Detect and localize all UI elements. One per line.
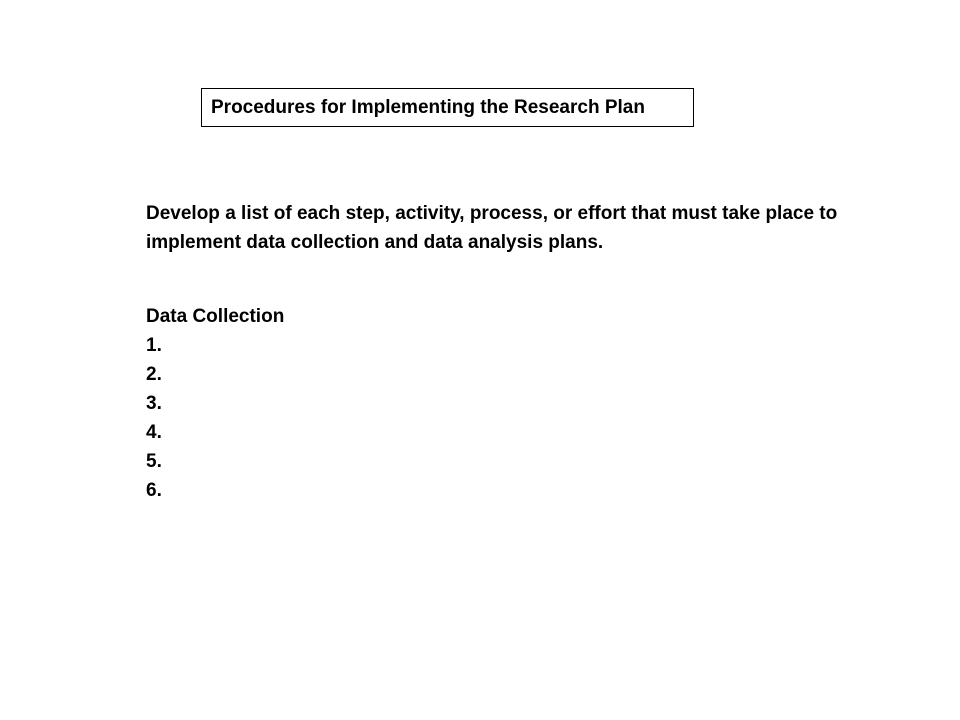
slide-title: Procedures for Implementing the Research Plan xyxy=(211,96,645,118)
slide-title-box xyxy=(201,88,694,127)
step-item-6: 6. xyxy=(146,480,162,501)
step-item-2: 2. xyxy=(146,364,162,385)
data-collection-section xyxy=(146,302,284,505)
step-item-5: 5. xyxy=(146,451,162,472)
section-heading: Data Collection xyxy=(146,306,285,327)
step-item-4: 4. xyxy=(146,422,162,443)
instructions-text: Develop a list of each step, activity, process, or effort that must take place to implement data collection and data analysis plans. xyxy=(146,203,838,253)
step-list xyxy=(146,331,284,505)
step-item-3: 3. xyxy=(146,393,162,414)
step-item-1: 1. xyxy=(146,335,162,356)
